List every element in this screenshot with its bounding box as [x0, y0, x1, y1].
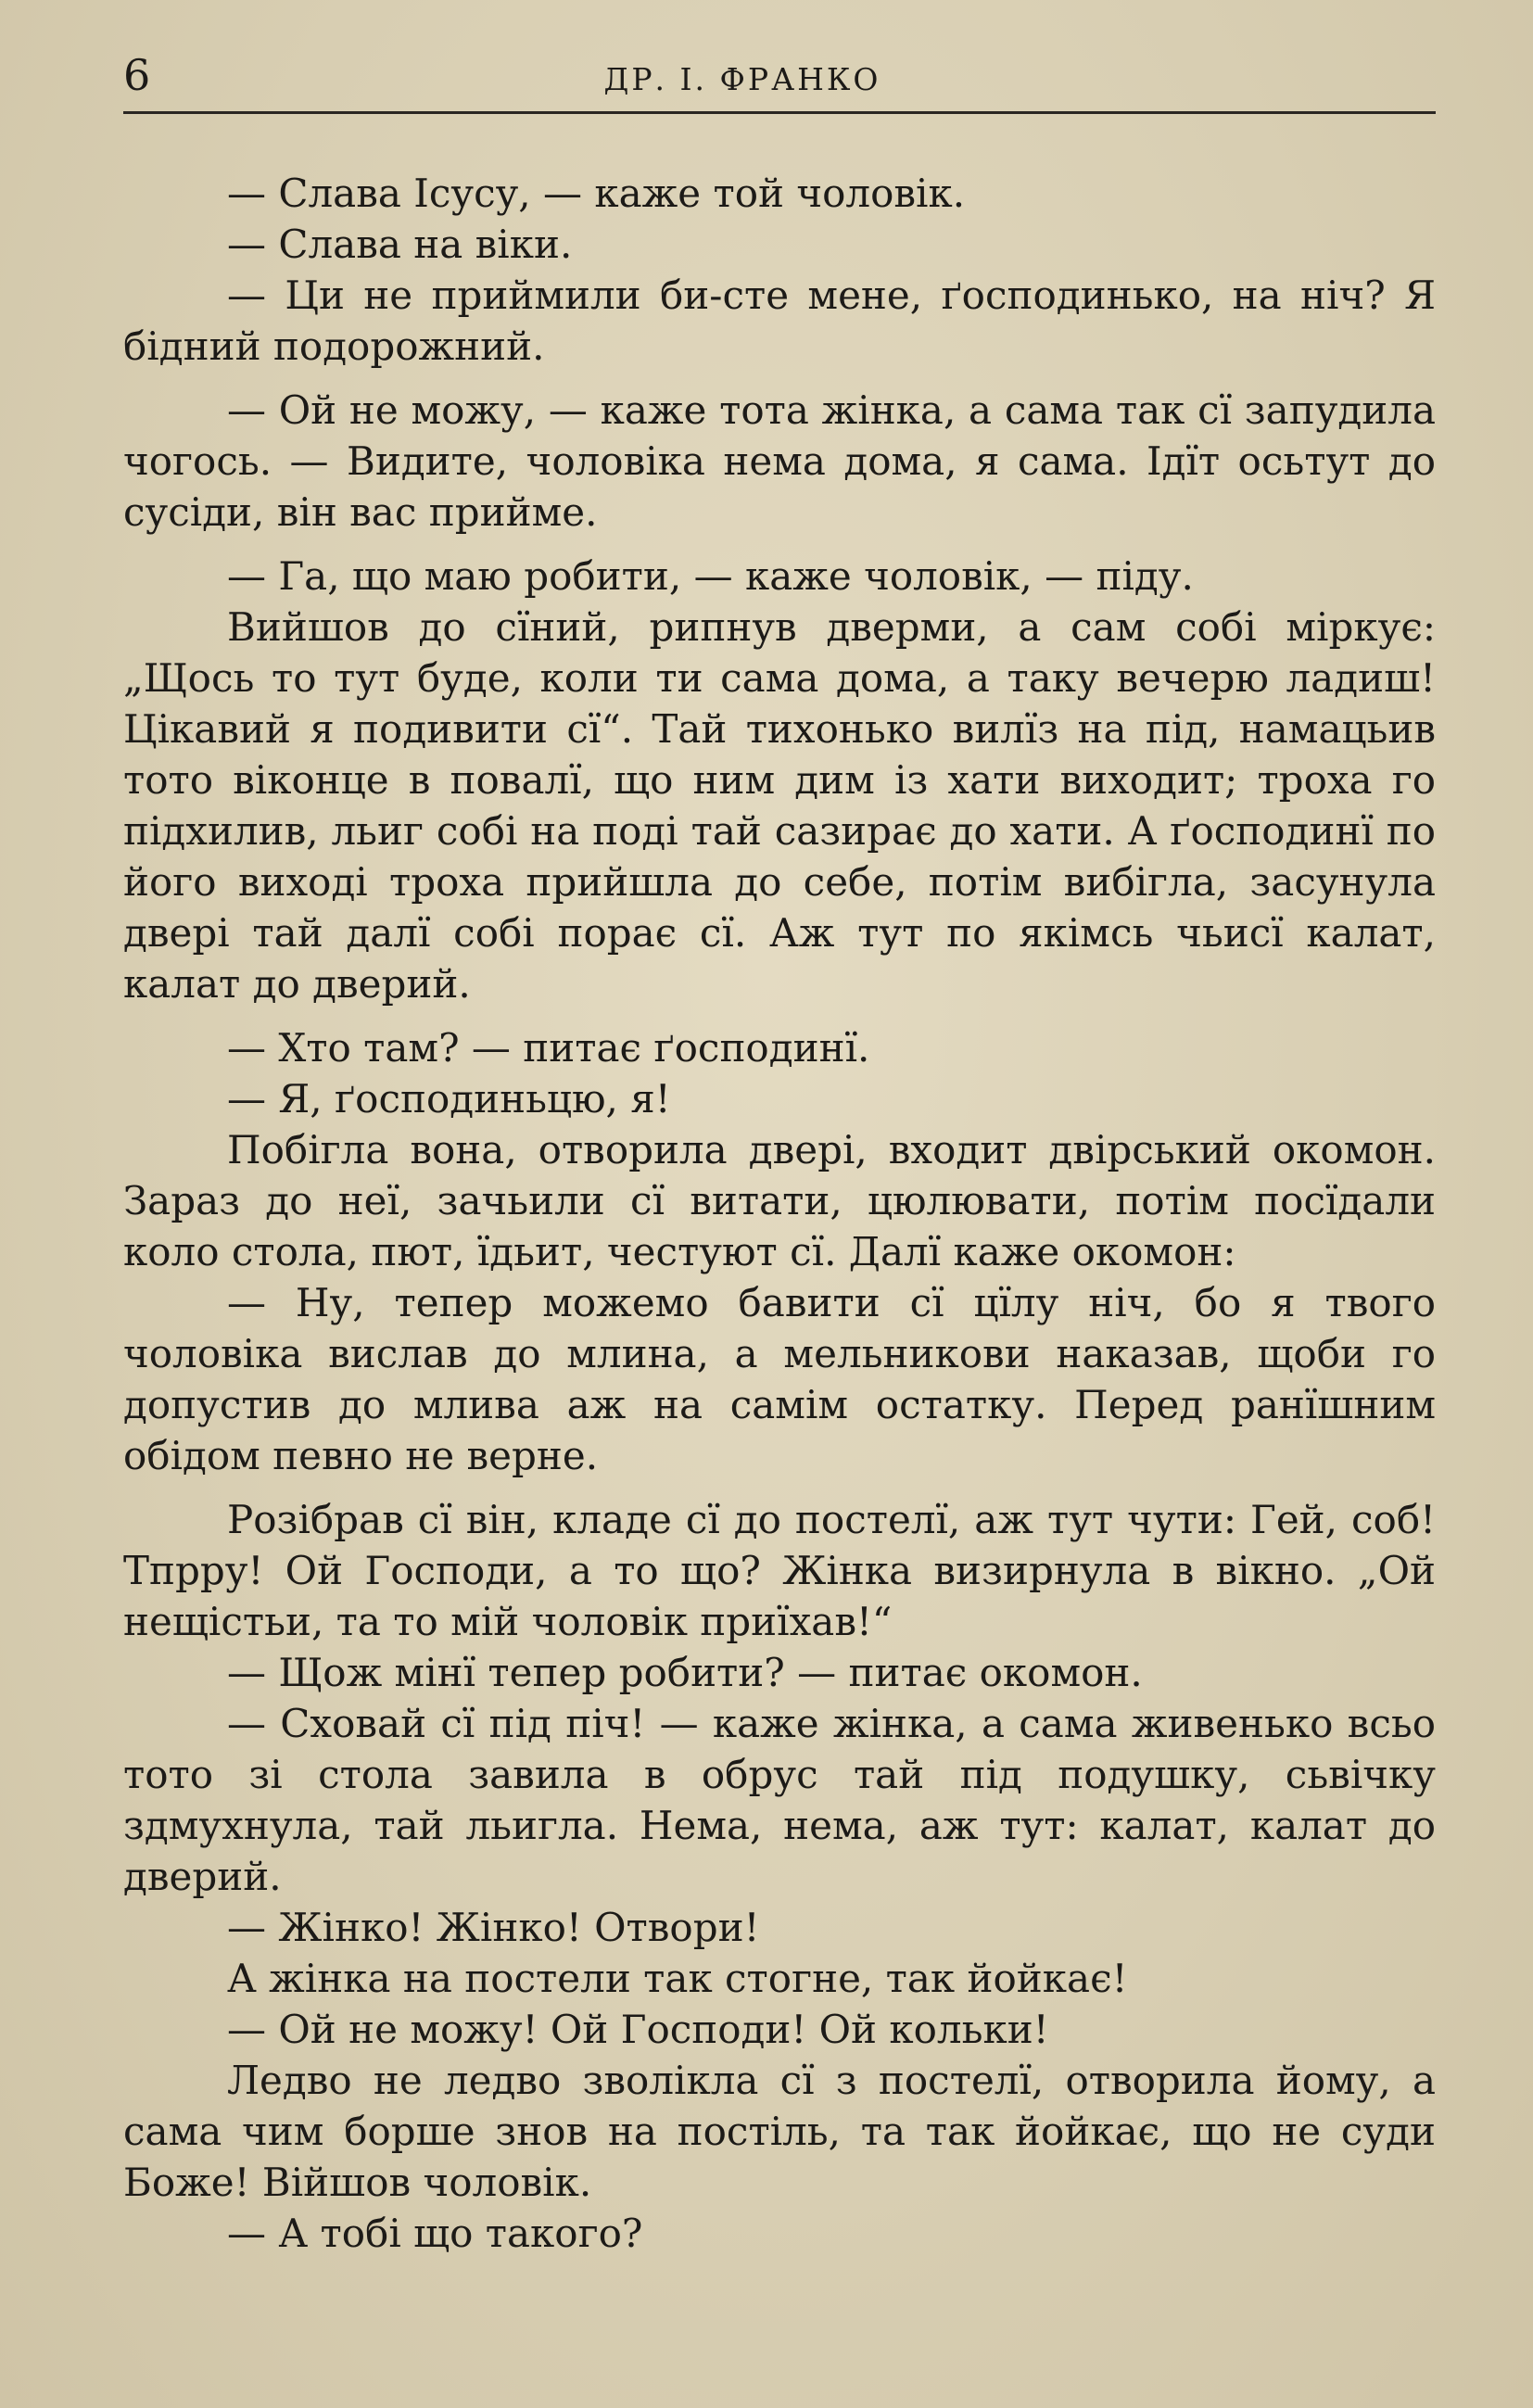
- paragraph: Ледво не ледво зволікла сї з постелї, отворила йому, а сама чим борше знов на постіль, та так йойкає, що не суди Боже! Війшов чоловік.: [123, 2058, 1436, 2205]
- paragraph: — Сховай сї під піч! — каже жінка, а сама живенько всьо тото зі стола завила в обрус тай під подушку, сьвічку здмухнула, тай льигла. Нема, нема, аж тут: калат, калат до дверий.: [123, 1701, 1436, 1899]
- paragraph: — Га, що маю робити, — каже чоловік, — піду.: [227, 553, 1194, 599]
- paragraph: — Я, ґосподиньцю, я!: [227, 1076, 671, 1122]
- paragraph: — Ой не можу! Ой Господи! Ой кольки!: [227, 2007, 1049, 2052]
- paragraph: Розібрав сї він, кладе сї до постелї, аж тут чути: Гей, соб! Тпрру! Ой Господи, а то що? Жінка визирнула в вікно. „Ой нещістьи, та то мій чоловік приїхав!“: [123, 1497, 1436, 1644]
- paragraph: — Ну, тепер можемо бавити сї цїлу ніч, бо я твого чоловіка вислав до млина, а мельникови наказав, щоби го допустив до млива аж на самім остатку. Перед ранїшним обідом певно не верне.: [123, 1280, 1436, 1478]
- paragraph: — А тобі що такого?: [227, 2211, 643, 2256]
- paragraph: Вийшов до сїний, рипнув дверми, а сам собі міркує: „Щось то тут буде, коли ти сама дома, а таку вечерю ладиш! Цікавий я подивити сї“. Тай тихонько вилїз на під, намацьив тото віконце в повалї, що ним дим із хати виходит; троха го підхилив, льиг собі на поді тай сазирає до хати. А ґосподинї по його виході троха прийшла до себе, потім вибігла, засунула двері тай далї собі порає сї. Аж тут по якімсь чьисї калат, калат до дверий.: [123, 604, 1436, 1007]
- paragraph: — Ой не можу, — каже тота жінка, а сама так сї запудила чогось. — Видите, чоловіка нема дома, я сама. Ідїт осьтут до сусіди, він вас прийме.: [123, 387, 1436, 535]
- paragraph: — Ци не приймили би-сте мене, ґосподинько, на ніч? Я бідний подорожний.: [123, 272, 1436, 369]
- paragraph: — Слава на віки.: [227, 222, 573, 267]
- body-text: [123, 168, 1436, 2259]
- page-number: 6: [123, 50, 151, 100]
- paragraph: — Хто там? — питає ґосподинї.: [227, 1025, 870, 1071]
- paragraph: — Слава Ісусу, — каже той чоловік.: [227, 171, 966, 216]
- paragraph: — Щож мінї тепер робити? — питає окомон.: [227, 1650, 1143, 1695]
- running-head: [123, 50, 1436, 114]
- running-title: ДР. І. ФРАНКО: [603, 61, 881, 97]
- paragraph: — Жінко! Жінко! Отвори!: [227, 1905, 760, 1950]
- paragraph: А жінка на постели так стогне, так йойкає!: [227, 1956, 1128, 2001]
- paragraph: Побігла вона, отворила двері, входит двірський окомон. Зараз до неї, зачьили сї витати, цюлювати, потім посїдали коло стола, пют, їдьит, честуют сї. Далї каже окомон:: [123, 1127, 1436, 1274]
